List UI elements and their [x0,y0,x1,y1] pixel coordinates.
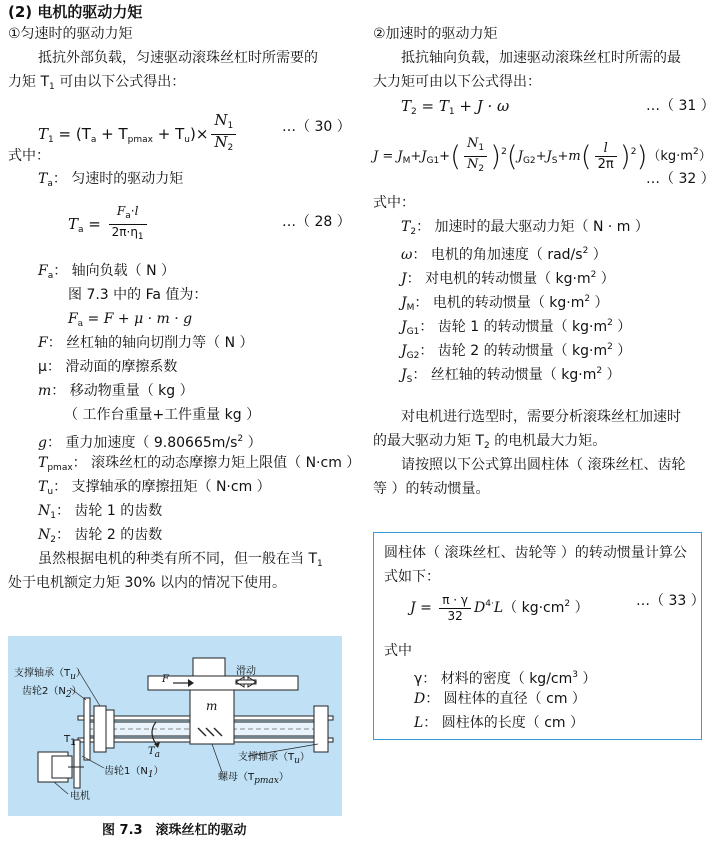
def-n1: $N_1$： 齿轮 1 的齿数 [38,503,163,521]
def-n2: $N_2$： 齿轮 2 的齿数 [38,527,163,545]
fig-ref-text: 图 7.3 中的 Fa 值为： [68,287,208,303]
fa-equation: $F_a = F + \mu \cdot m \cdot g$ [68,311,193,329]
ball-screw-diagram [8,636,342,816]
def-d: D： 圆柱体的直径（ cm ） [414,691,586,707]
box-line-1: 圆柱体（ 滚珠丝杠、齿轮等 ）的转动惯量计算公 [384,545,687,561]
label-gear-1: 齿轮$1(N_1)$ [104,766,164,780]
r-para-3: 请按照以下公式算出圆柱体（ 滚珠丝杠、齿轮 [401,457,686,473]
def-l: L： 圆柱体的长度（ cm ） [414,715,584,731]
equation-33-number: …（ 33 ） [636,593,705,609]
label-ta: $T_a$ [148,746,161,760]
def-ta: $T_a$： 匀速时的驱动力矩 [38,171,184,189]
def-t2: $T_2$： 加速时的最大驱动力矩（ N · m ） [401,219,649,237]
r-para-2: 的最大驱动力矩 $T_2$ 的电机最大力矩。 [373,433,607,451]
def-f: F： 丝杠轴的轴向切削力等（ N ） [38,335,254,351]
def-m: m： 移动物重量（ kg ） [38,383,194,399]
equation-32: $J = J_M+J_{G1}+$( $\frac{N_1}{N_2}$ )$^2(J_{G2}+J_S+m$( $\frac{l}{2\pi}$ )$^2)(kg\cdot m^2)$ [373,136,712,174]
section-title: (2) 电机的驱动力矩 [8,3,143,21]
r-where-label: 式中： [373,195,415,211]
equation-33: J = $\frac{\pi \cdot \gamma}{32}$ $D^{4\cdot}L$（ $kg\cdot cm^2$ ） [410,592,589,623]
equation-31-number: …（ 31 ） [646,98,715,114]
def-omega: ω： 电机的角加速度（ rad/$s^2$ ） [401,246,607,263]
r-para-4: 等 ）的转动惯量。 [373,481,490,497]
def-mu: μ： 滑动面的摩擦系数 [38,359,178,375]
r-para-1: 对电机进行选型时，需要分析滚珠丝杠加速时 [401,409,681,425]
where-label: 式中： [8,148,50,164]
note-line-2: 处于电机额定力矩 30% 以内的情况下使用。 [8,575,287,591]
label-slide: 滑动 [236,666,256,677]
label-support-bearing-left: 支撑轴承$(T_u)$ [14,668,86,682]
def-gamma: γ： 材料的密度（ $kg/cm^3$ ） [414,670,597,687]
equation-28: $T_a$ = $\frac{F_a\cdot l}{2\pi\cdot\eta_1}$ [68,204,150,248]
def-jg1: $J_{G1}$： 齿轮 1 的转动惯量（ $kg\cdot m^2$ ） [401,318,632,337]
label-support-bearing-right: 支撑轴承$(T_u)$ [238,752,310,766]
label-motor: 电机 [70,791,90,802]
figure-caption: 图 7.3 滚珠丝杠的驱动 [102,823,247,838]
label-t1: $T_1$ [64,734,76,748]
box-where-label: 式中 [384,643,412,659]
equation-30: $T_1 = (T_a + T_{pmax} + T_u)\times$ $\frac{N_1}{N_2}$ [38,113,239,158]
label-mass: m [206,699,218,713]
intro-line-1: 抵抗外部负载，匀速驱动滚珠丝杠时所需要的 [38,50,318,66]
def-tpmax: $T_{pmax}$： 滚珠丝杠的动态摩擦力矩上限值（ N·cm ） [38,455,361,473]
equation-30-number: …（ 30 ） [282,119,351,135]
def-tu: $T_u$： 支撑轴承的摩擦扭矩（ N·cm ） [38,479,271,497]
sub-title-accel: ②加速时的驱动力矩 [373,26,498,42]
figure-ball-screw-drive [8,636,342,816]
intro-line-2: 力矩 $T_1$ 可由以下公式得出： [8,74,186,92]
label-force: F [162,674,169,685]
box-line-2: 式如下： [384,569,440,585]
def-fa: $F_a$： 轴向负载（ N ） [38,263,176,281]
def-jg2: $J_{G2}$： 齿轮 2 的转动惯量（ $kg\cdot m^2$ ） [401,342,632,361]
r-intro-1: 抵抗轴向负载，加速驱动滚珠丝杠时所需的最 [401,50,681,66]
def-m-detail: （ 工作台重量+工件重量 kg ） [64,407,261,423]
def-g: g： 重力加速度（ $9.80665m/s^2$ ） [38,434,262,451]
def-js: $J_S$： 丝杠轴的转动惯量（ $kg\cdot m^2$ ） [401,366,621,385]
def-jm: $J_M$： 电机的转动惯量（ $kg\cdot m^2$ ） [401,294,609,313]
r-intro-2: 大力矩可由以下公式得出： [373,74,541,90]
def-j: J： 对电机的转动惯量（ $kg\cdot m^2$ ） [401,270,615,287]
cylinder-inertia-box [373,532,702,740]
label-nut: 螺母$(T_{pmax})$ [218,772,289,786]
equation-32-number: …（ 32 ） [646,171,715,187]
equation-28-number: …（ 28 ） [282,214,351,230]
label-gear-2: 齿轮$2(N_2)$ [22,686,82,700]
sub-title-constant: ①匀速时的驱动力矩 [8,26,133,42]
equation-31: $T_2 = T_1 + J \cdot \omega$ [401,97,510,117]
note-line-1: 虽然根据电机的种类有所不同，但一般在当 $T_1$ [38,551,323,569]
